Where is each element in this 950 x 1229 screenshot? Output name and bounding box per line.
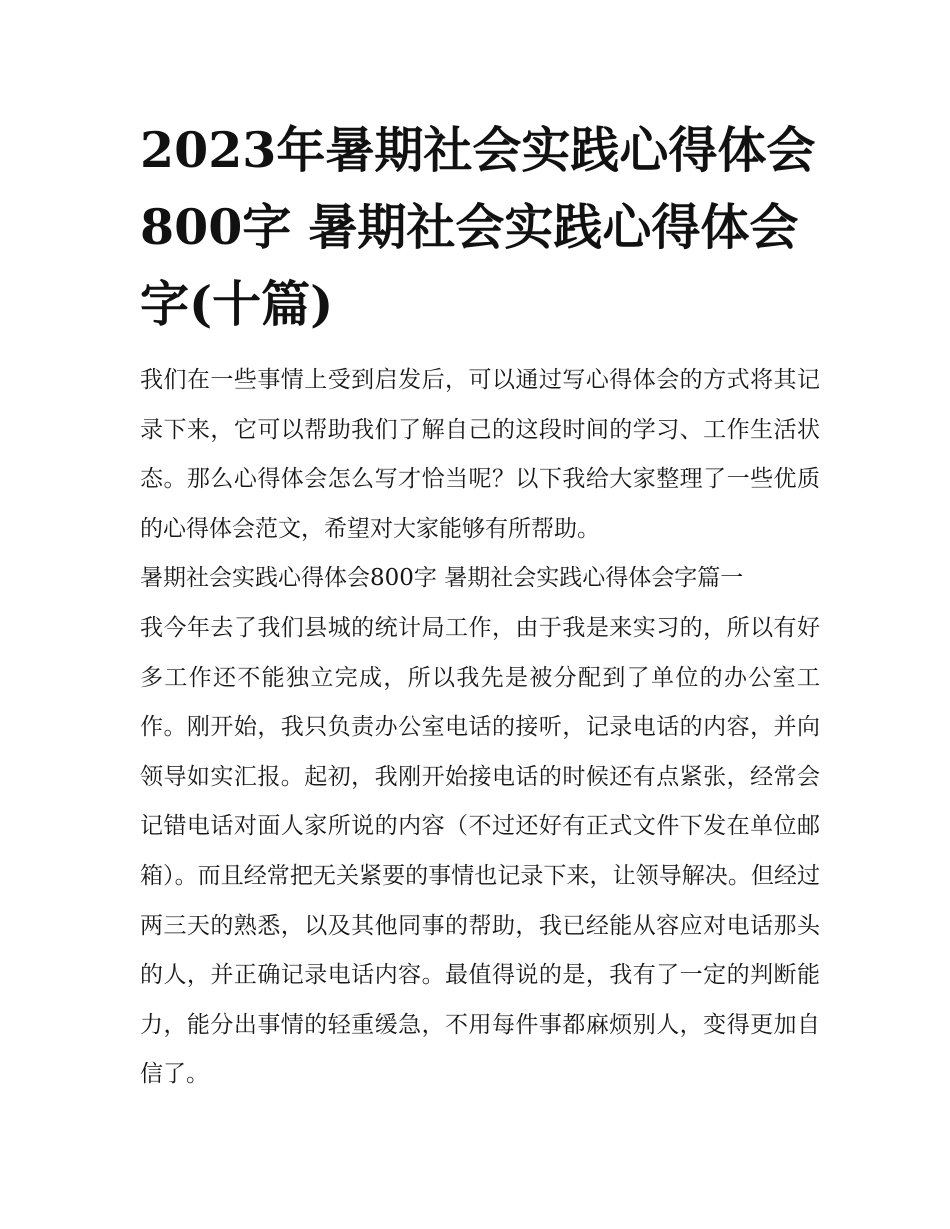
document-title: 2023年暑期社会实践心得体会800字 暑期社会实践心得体会字(十篇) bbox=[140, 121, 816, 333]
body-paragraph: 我今年去了我们县城的统计局工作，由于我是来实习的，所以有好多工作还不能独立完成，所以我先是被分配到了单位的办公室工作。刚开始，我只负责办公室电话的接听，记录电话的内容，并向领导如实汇报。起初，我刚开始接电话的时候还有点紧张，经常会记错电话对面人家所说的内容（不过还好有正式文件下发在单位邮箱）。而且经常把无关紧要的事情也记录下来，让领导解决。但经过两三天的熟悉，以及其他同事的帮助，我已经能从容应对电话那头的人，并正确记录电话内容。最值得说的是，我有了一定的判断能力，能分出事情的轻重缓急，不用每件事都麻烦别人，变得更加自信了。 bbox=[140, 614, 820, 1088]
intro-paragraph: 我们在一些事情上受到启发后，可以通过写心得体会的方式将其记录下来，它可以帮助我们了解自己的这段时间的学习、工作生活状态。那么心得体会怎么写才恰当呢？以下我给大家整理了一些优质的心得体会范文，希望对大家能够有所帮助。 bbox=[140, 367, 820, 542]
section-heading: 暑期社会实践心得体会800字 暑期社会实践心得体会字篇一 bbox=[140, 565, 744, 592]
document-body bbox=[140, 356, 820, 1100]
